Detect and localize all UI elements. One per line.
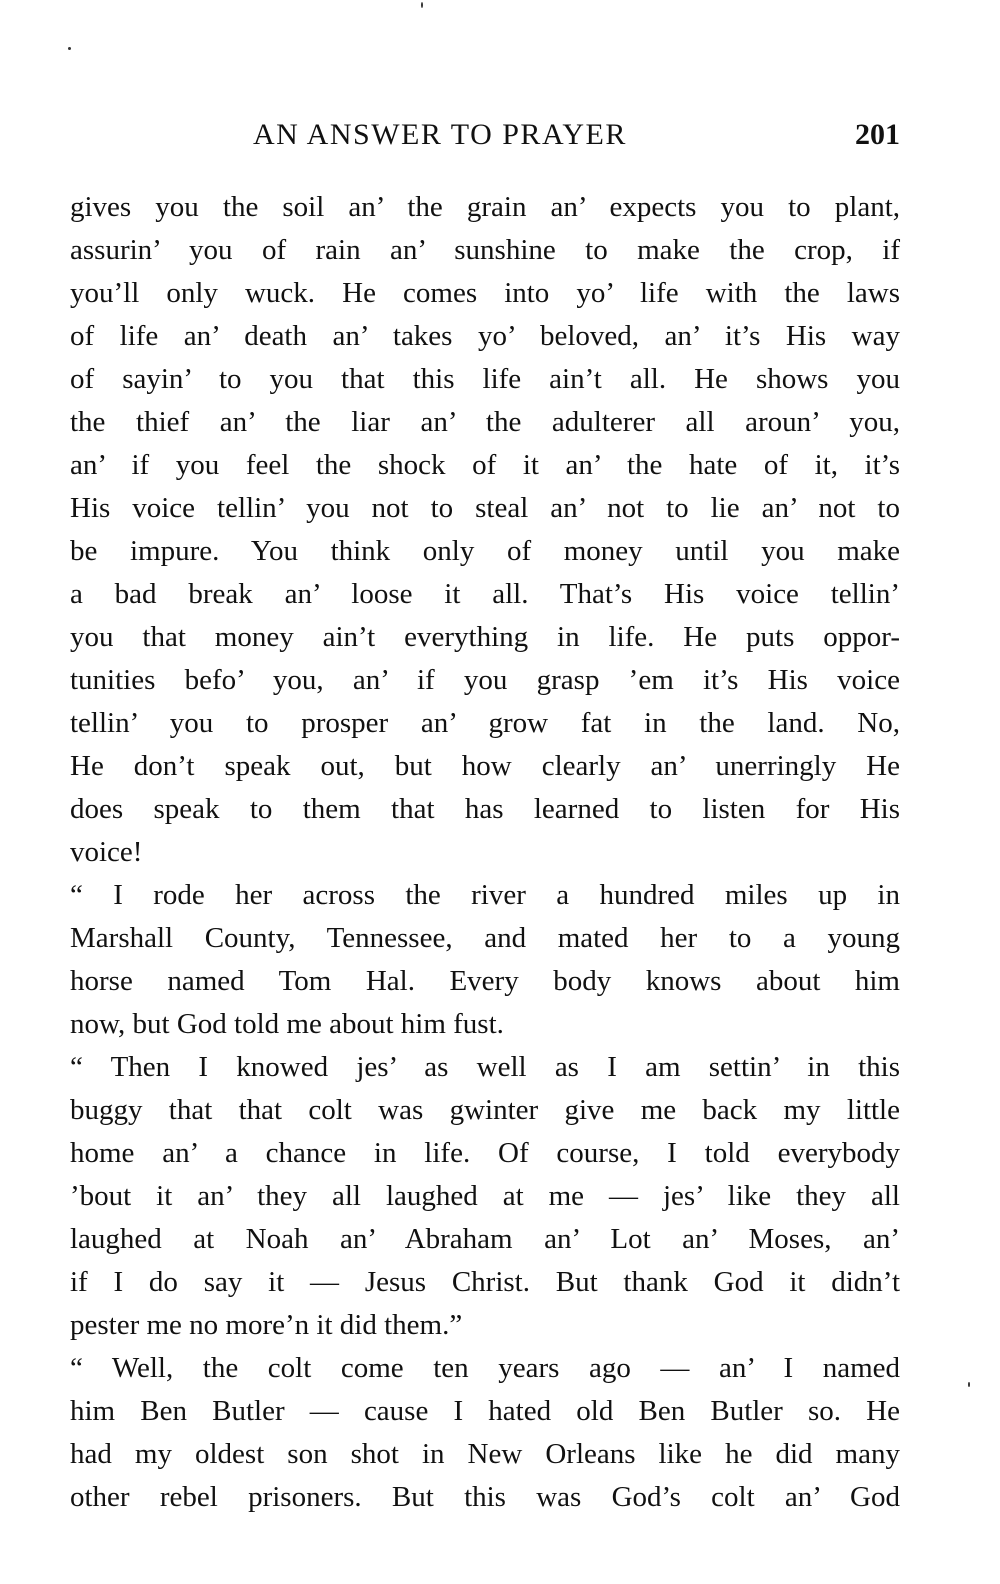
margin-speck-right xyxy=(968,1382,970,1387)
text-line: buggy that that colt was gwinter give me back my little xyxy=(70,1094,900,1126)
text-line: laughed at Noah an’ Abraham an’ Lot an’ Moses, an’ xyxy=(70,1223,900,1255)
running-title: AN ANSWER TO PRAYER xyxy=(253,118,627,151)
text-line: His voice tellin’ you not to steal an’ not to lie an’ not to xyxy=(70,492,900,524)
text-line: horse named Tom Hal. Every body knows about him xyxy=(70,965,900,997)
text-line: him Ben Butler — cause I hated old Ben Butler so. He xyxy=(70,1395,900,1427)
text-line: assurin’ you of rain an’ sunshine to make the crop, if xyxy=(70,234,900,266)
text-line: gives you the soil an’ the grain an’ expects you to plant, xyxy=(70,191,900,223)
text-line: had my oldest son shot in New Orleans like he did many xyxy=(70,1438,900,1470)
text-line: an’ if you feel the shock of it an’ the hate of it, it’s xyxy=(70,449,900,481)
text-line: now, but God told me about him fust. xyxy=(70,1008,504,1040)
text-line: “ Well, the colt come ten years ago — an’ I named xyxy=(70,1352,900,1384)
text-line: a bad break an’ loose it all. That’s His voice tellin’ xyxy=(70,578,900,610)
text-line: “ I rode her across the river a hundred miles up in xyxy=(70,879,900,911)
text-line: ’bout it an’ they all laughed at me — jes’ like they all xyxy=(70,1180,900,1212)
text-line: Marshall County, Tennessee, and mated her to a young xyxy=(70,922,900,954)
text-line: pester me no more’n it did them.” xyxy=(70,1309,463,1341)
body-text xyxy=(70,186,900,1519)
book-page xyxy=(70,0,900,1584)
text-line: He don’t speak out, but how clearly an’ unerringly He xyxy=(70,750,900,782)
text-line: does speak to them that has learned to listen for His xyxy=(70,793,900,825)
text-line: home an’ a chance in life. Of course, I told everybody xyxy=(70,1137,900,1169)
text-line: tunities befo’ you, an’ if you grasp ’em it’s His voice xyxy=(70,664,900,696)
text-line: “ Then I knowed jes’ as well as I am settin’ in this xyxy=(70,1051,900,1083)
text-line: if I do say it — Jesus Christ. But thank God it didn’t xyxy=(70,1266,900,1298)
text-line: you that money ain’t everything in life. He puts oppor- xyxy=(70,621,900,653)
text-line: of sayin’ to you that this life ain’t all. He shows you xyxy=(70,363,900,395)
text-line: other rebel prisoners. But this was God’s colt an’ God xyxy=(70,1481,900,1513)
text-line: be impure. You think only of money until you make xyxy=(70,535,900,567)
text-line: voice! xyxy=(70,836,143,868)
page-number: 201 xyxy=(855,118,900,151)
text-line: tellin’ you to prosper an’ grow fat in the land. No, xyxy=(70,707,900,739)
text-line: the thief an’ the liar an’ the adulterer all aroun’ you, xyxy=(70,406,900,438)
text-line: of life an’ death an’ takes yo’ beloved, an’ it’s His way xyxy=(70,320,900,352)
page-header xyxy=(70,118,900,158)
text-line: you’ll only wuck. He comes into yo’ life with the laws xyxy=(70,277,900,309)
